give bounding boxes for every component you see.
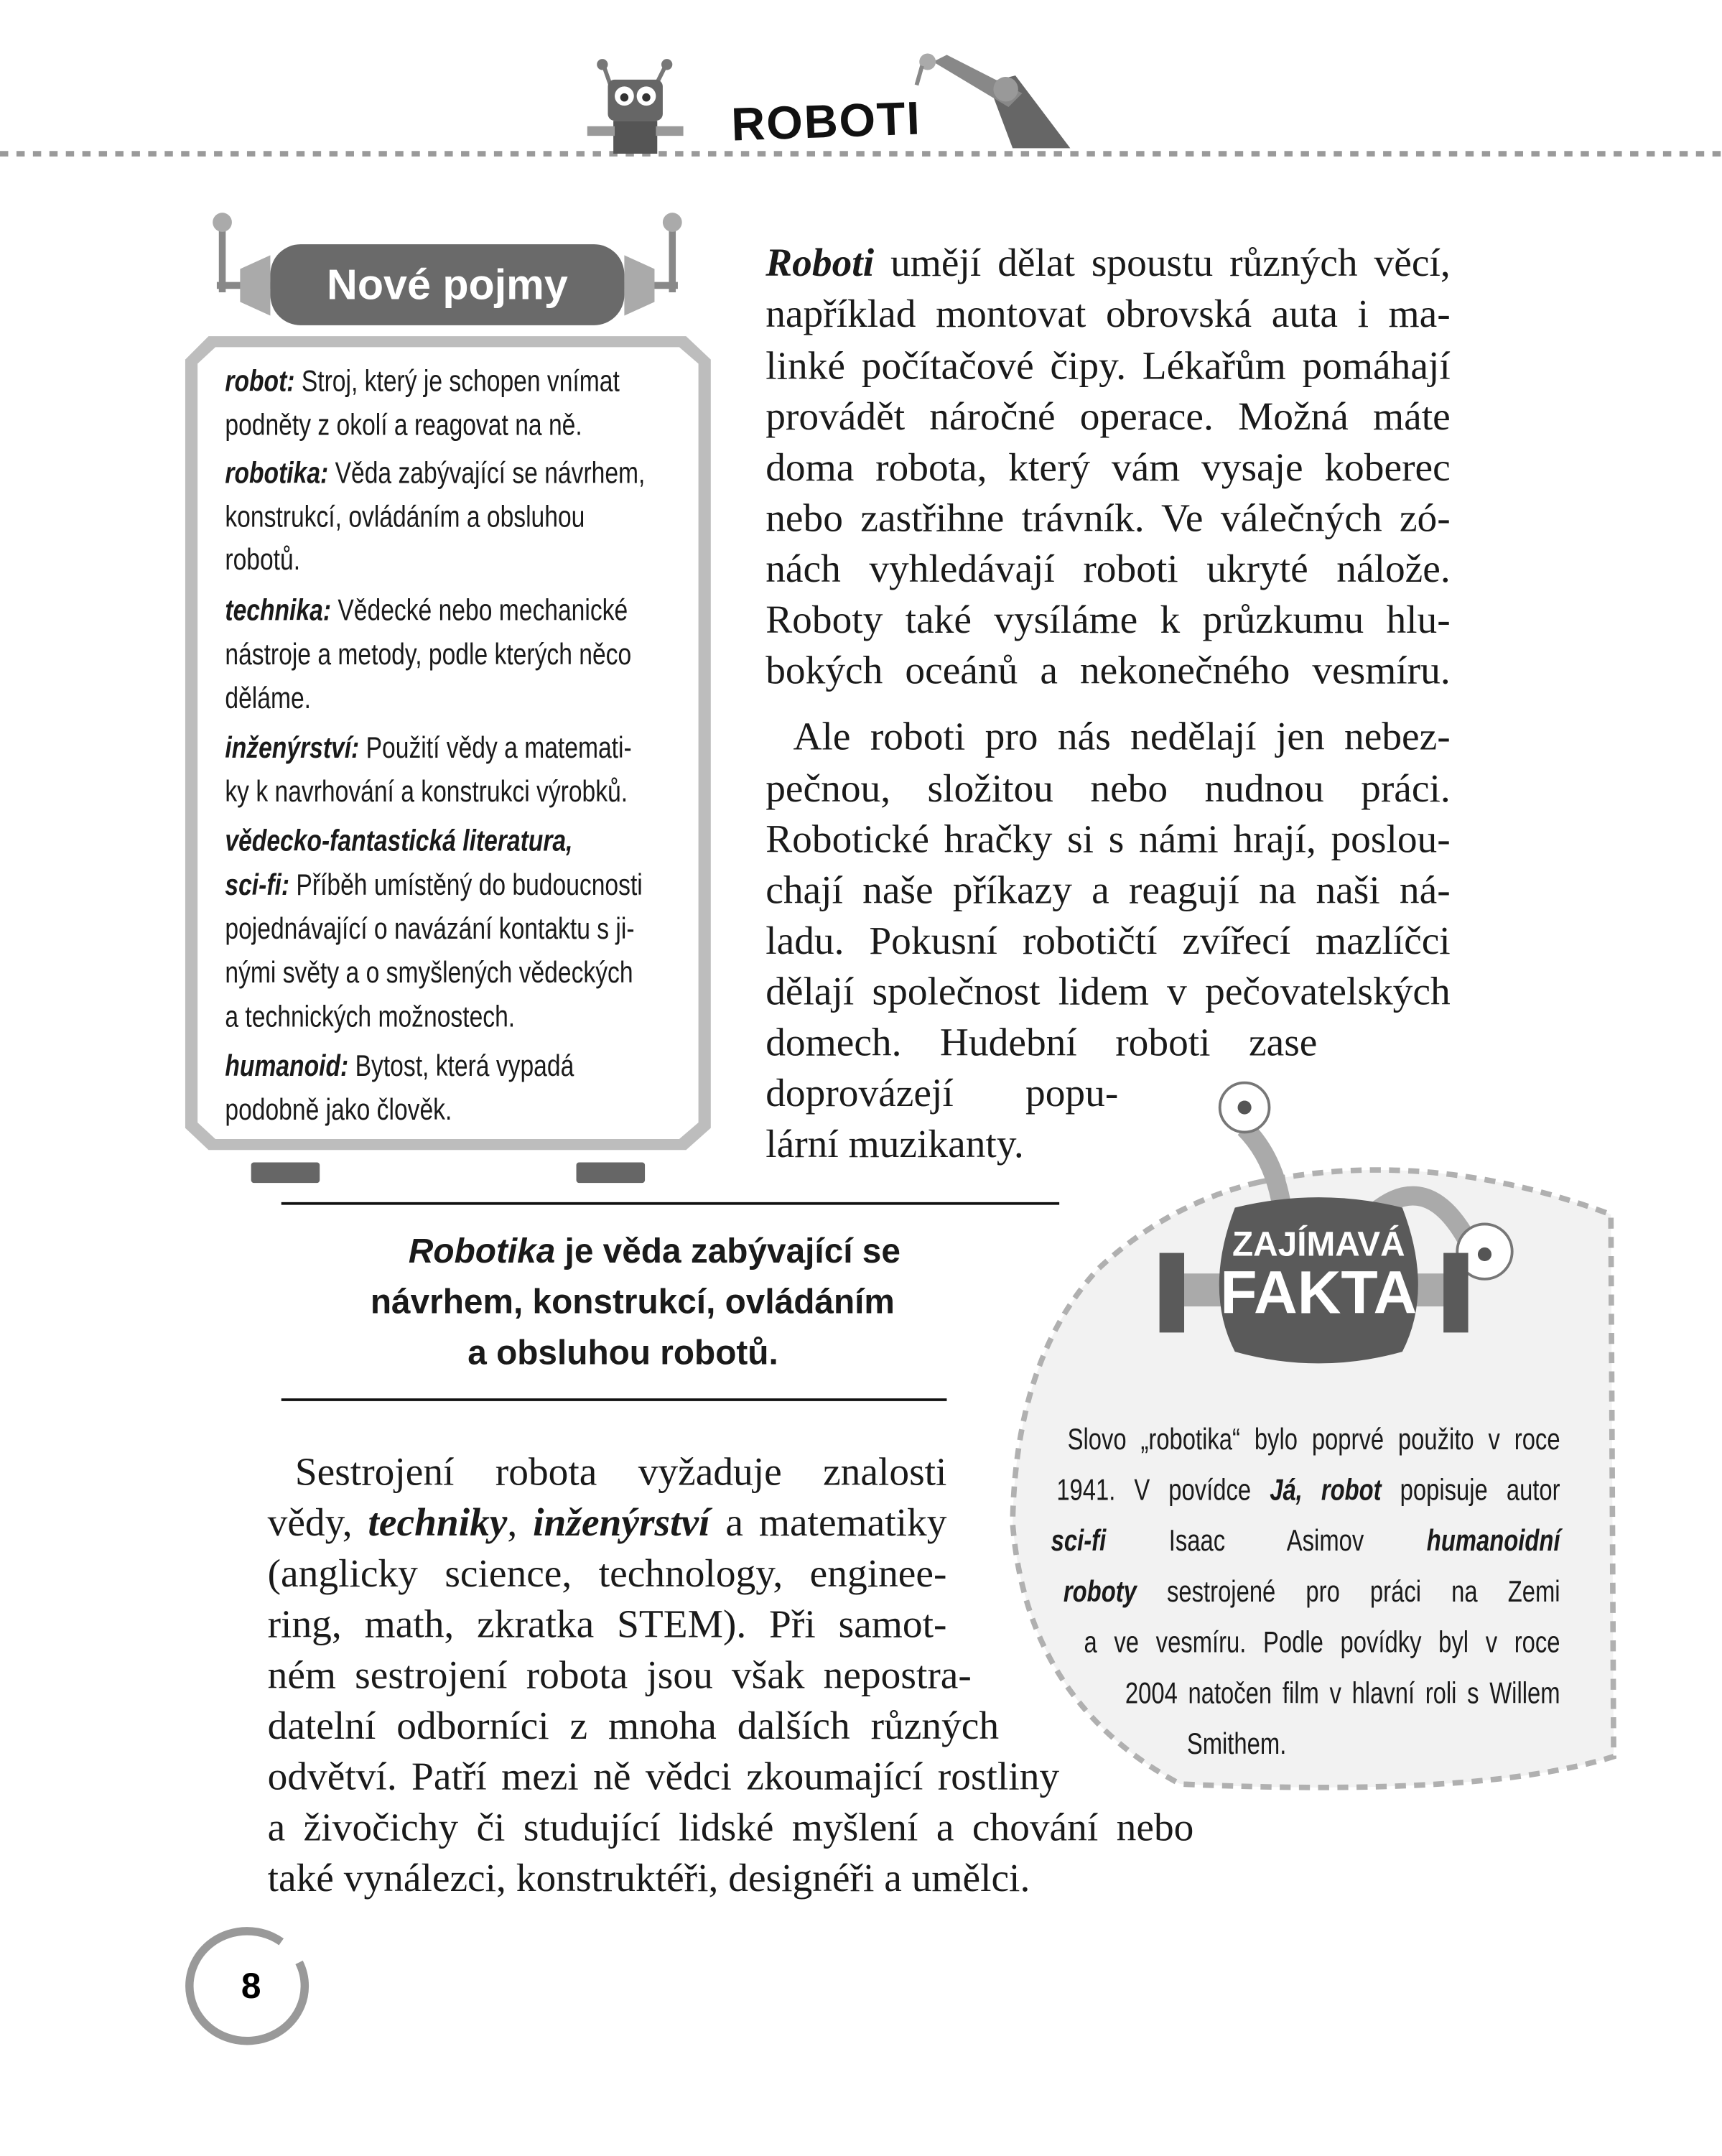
text-line [225, 818, 572, 865]
text-run: umějí dělat spoustu různých věcí, [874, 241, 1451, 286]
text-line [765, 1070, 1118, 1117]
text-run: robotů. [225, 542, 301, 577]
text-run: nástroje a metody, podle kterých něco [225, 636, 632, 672]
emphasized-term: inženýrství [533, 1501, 710, 1546]
emphasized-term: inženýrství: [225, 730, 360, 765]
text-run: nebo zastřihne trávník. Ve válečných zó- [765, 496, 1451, 541]
text-run: nými světy a o smyšlených vědeckých [225, 954, 633, 990]
text-run: ladu. Pokusní robotičtí zvířecí mazlíčci [765, 919, 1451, 964]
text-line [225, 768, 628, 815]
text-line [268, 1653, 972, 1699]
text-line [765, 445, 1450, 491]
text-run: 1941. V povídce [1056, 1472, 1270, 1507]
text-line [1051, 1518, 1560, 1564]
text-line [268, 1754, 1060, 1800]
text-line [225, 631, 631, 678]
emphasized-term: humanoid: [225, 1048, 349, 1083]
text-line [225, 1087, 452, 1133]
text-line [268, 1703, 999, 1750]
text-line [765, 817, 1450, 863]
text-line [1068, 1416, 1560, 1463]
text-run: konstrukcí, ovládáním a obsluhou [225, 499, 585, 534]
text-line [1064, 1569, 1560, 1615]
text-run: ky k navrhování a konstrukci výrobků. [225, 773, 628, 809]
text-run: a matematiky [709, 1501, 947, 1546]
emphasized-term: roboty [1063, 1574, 1137, 1609]
text-run: pečnou, složitou nebo nudnou práci. [765, 767, 1451, 812]
text-run: je věda zabývající se [555, 1232, 900, 1271]
text-line [765, 969, 1450, 1016]
text-run: odvětví. Patří mezi ně vědci zkoumající rostliny [267, 1755, 1060, 1800]
emphasized-term: techniky [368, 1501, 508, 1546]
text-line [268, 1602, 947, 1648]
text-line [225, 450, 645, 497]
text-run: datelní odborníci z mnoha dalších různých [267, 1704, 1000, 1749]
text-run: podněty z okolí a reagovat na ně. [225, 407, 582, 442]
text-line [765, 648, 1450, 694]
text-line [1187, 1721, 1286, 1767]
text-run: Věda zabývající se návrhem, [328, 455, 646, 491]
text-run: Isaac Asimov [1106, 1523, 1427, 1558]
text-line [225, 358, 619, 405]
emphasized-term: Robotika [408, 1232, 556, 1271]
text-line [765, 496, 1450, 542]
emphasized-term: sci-fi: [225, 867, 290, 902]
text-line [225, 675, 311, 722]
text-run: Smithem. [1186, 1726, 1287, 1761]
robot-head-icon [587, 59, 684, 154]
text-run: , [507, 1501, 534, 1546]
text-line [243, 1228, 1066, 1275]
text-line [765, 597, 1450, 643]
text-line [793, 714, 1450, 761]
text-line [225, 536, 300, 583]
text-run: lární muzikanty. [765, 1123, 1024, 1167]
text-line [268, 1500, 947, 1547]
text-line [225, 402, 582, 449]
text-line [225, 587, 628, 634]
text-line [211, 1330, 1034, 1377]
page-title: ROBOTI [730, 93, 922, 152]
text-run: sestrojené pro práci na Zemi [1136, 1574, 1560, 1609]
text-run: popisuje autor [1381, 1472, 1560, 1507]
emphasized-term: Já, robot [1270, 1472, 1382, 1507]
facts-title-line1: ZAJÍMAVÁ [1232, 1225, 1405, 1264]
text-run: Robotické hračky si s námi hrají, poslou- [765, 817, 1451, 862]
text-line [268, 1551, 947, 1597]
text-run: nách vyhledávají roboti ukryté nálože. [765, 547, 1451, 592]
emphasized-term: Roboti [765, 241, 875, 286]
text-line [225, 993, 515, 1040]
text-run: Vědecké nebo mechanické [331, 593, 628, 628]
text-line [765, 766, 1450, 812]
text-line [765, 291, 1450, 338]
text-run: Slovo „robotika“ bylo poprvé použito v roce [1067, 1421, 1560, 1456]
text-line [225, 1043, 574, 1089]
emphasized-term: robot: [225, 363, 295, 399]
text-run: (anglicky science, technology, enginee- [267, 1552, 947, 1597]
text-line [765, 343, 1450, 390]
text-run: a technických možnostech. [225, 999, 516, 1033]
emphasized-term: humanoidní [1426, 1523, 1560, 1558]
text-run: a obsluhou robotů. [467, 1334, 778, 1372]
text-line [765, 546, 1450, 593]
text-run: Stroj, který je schopen vnímat [294, 363, 620, 399]
glossary-title: Nové pojmy [327, 261, 568, 309]
text-run: vědy, [267, 1501, 368, 1546]
text-run: doma robota, který vám vysaje koberec [765, 446, 1451, 491]
text-run: ring, math, zkratka STEM). Při samot- [267, 1602, 947, 1647]
text-line [268, 1805, 1194, 1851]
text-run: chají naše příkazy a reagují na naši ná- [765, 868, 1451, 913]
text-run: návrhem, konstrukcí, ovládáním [370, 1283, 895, 1322]
text-line [1125, 1670, 1560, 1716]
emphasized-term: robotika: [225, 455, 329, 491]
text-run: podobně jako člověk. [225, 1092, 452, 1127]
text-line [1084, 1620, 1560, 1666]
text-line [268, 1855, 1030, 1902]
text-run: a ve vesmíru. Podle povídky byl v roce [1084, 1625, 1560, 1660]
text-run: Ale roboti pro nás nedělají jen nebez- [793, 715, 1451, 759]
text-run: linké počítačové čipy. Lékařům pomáhají [765, 344, 1451, 389]
text-line [1056, 1467, 1560, 1514]
emphasized-term: vědecko-fantastická literatura, [225, 823, 573, 858]
text-line [765, 868, 1450, 914]
text-run: Použití vědy a matemati- [359, 730, 632, 765]
robot-arm-icon [916, 54, 1070, 149]
text-line [765, 240, 1450, 287]
text-line [765, 918, 1450, 965]
text-run: Sestrojení robota vyžaduje znalosti [294, 1450, 947, 1495]
text-run: 2004 natočen film v hlavní roli s Willem [1125, 1676, 1560, 1710]
text-run: pojednávající o navázání kontaktu s ji- [225, 911, 635, 946]
text-run: bokých oceánů a nekonečného vesmíru. [765, 649, 1451, 693]
text-line [765, 1121, 1024, 1168]
text-run: provádět náročné operace. Možná máte [765, 395, 1451, 440]
text-run: a živočichy či studující lidské myšlení a chování nebo [267, 1806, 1194, 1850]
text-line [225, 494, 585, 541]
text-line [225, 862, 642, 909]
text-run: také vynálezci, konstruktéři, designéři a umělci. [267, 1857, 1030, 1901]
facts-title-line2: FAKTA [1220, 1260, 1418, 1327]
text-run: Roboty také vysíláme k průzkumu hlu- [765, 598, 1451, 643]
text-line [225, 906, 634, 952]
text-run: děláme. [225, 680, 312, 715]
text-run: dělají společnost lidem v pečovatelských [765, 970, 1451, 1015]
text-run: ném sestrojení robota jsou však nepostra- [267, 1653, 972, 1698]
text-line [221, 1279, 1044, 1326]
emphasized-term: technika: [225, 593, 332, 628]
text-run: Příběh umístěný do budoucnosti [289, 867, 643, 902]
text-run: Bytost, která vypadá [348, 1048, 574, 1083]
text-line [765, 394, 1450, 440]
text-line [225, 949, 633, 996]
emphasized-term: sci-fi [1051, 1523, 1107, 1558]
text-run: například montovat obrovská auta i ma- [765, 292, 1451, 337]
text-line [765, 1020, 1317, 1067]
text-line [225, 725, 631, 771]
text-run: domech. Hudební roboti zase [765, 1021, 1318, 1065]
page-number: 8 [241, 1965, 261, 2007]
text-line [295, 1449, 947, 1496]
text-run: doprovázejí popu- [765, 1072, 1119, 1116]
